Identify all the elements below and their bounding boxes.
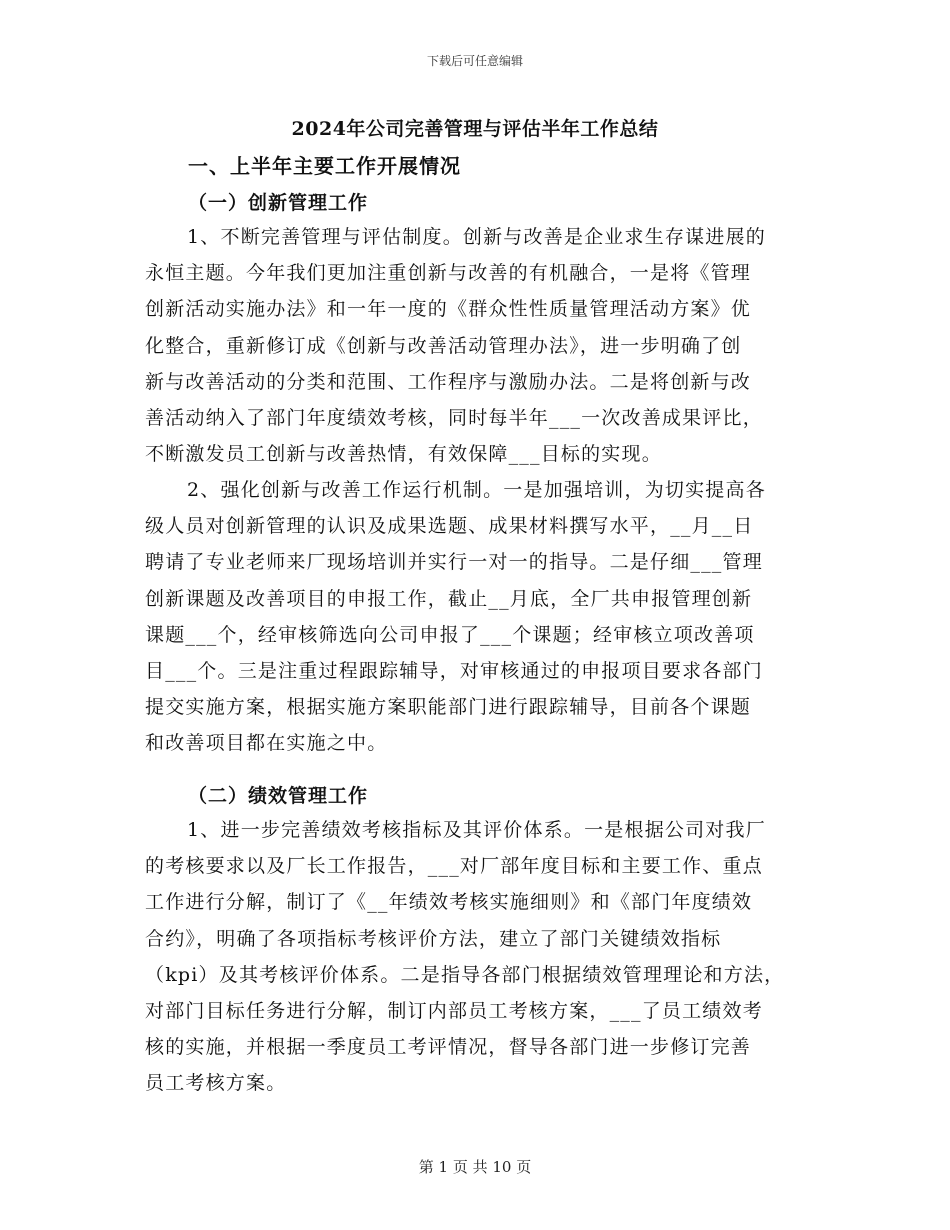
subsection-heading-innovation: （一）创新管理工作 — [188, 192, 369, 214]
text-line: 提交实施方案，根据实施方案职能部门进行跟踪辅导，目前各个课题 — [145, 696, 752, 719]
text-line: 和改善项目都在实施之中。 — [145, 732, 388, 755]
paragraph-innovation-2 — [145, 472, 813, 762]
text-line: 员工考核方案。 — [145, 1072, 287, 1095]
paragraph-innovation-1 — [145, 219, 813, 472]
text-line: 创新活动实施办法》和一年一度的《群众性性质量管理活动方案》优 — [145, 298, 752, 321]
text-line: 工作进行分解，制订了《__年绩效考核实施细则》和《部门年度绩效 — [145, 891, 753, 914]
text-line: 聘请了专业老师来厂现场培训并实行一对一的指导。二是仔细___管理 — [145, 551, 763, 574]
page-header: 下载后可任意编辑 — [426, 54, 523, 68]
text-line: 不断激发员工创新与改善热情，有效保障___目标的实现。 — [145, 443, 662, 466]
text-line: （kpi）及其考核评价体系。二是指导各部门根据绩效管理理论和方法， — [145, 963, 785, 986]
text-line: 合约》，明确了各项指标考核评价方法，建立了部门关键绩效指标 — [145, 927, 722, 950]
text-line: 对部门目标任务进行分解，制订内部员工考核方案，___了员工绩效考 — [145, 1000, 763, 1023]
text-line: 新与改善活动的分类和范围、工作程序与激励办法。二是将创新与改 — [145, 370, 752, 393]
text-line: 永恒主题。今年我们更加注重创新与改善的有机融合，一是将《管理 — [145, 262, 752, 285]
text-line: 善活动纳入了部门年度绩效考核，同时每半年___一次改善成果评比， — [145, 407, 763, 430]
text-line: 化整合，重新修订成《创新与改善活动管理办法》，进一步明确了创 — [145, 334, 742, 357]
text-line: 的考核要求以及厂长工作报告，___对厂部年度目标和主要工作、重点 — [145, 855, 763, 878]
text-line: 创新课题及改善项目的申报工作，截止__月底，全厂共申报管理创新 — [145, 587, 753, 610]
text-line: 目___个。三是注重过程跟踪辅导，对审核通过的申报项目要求各部门 — [145, 660, 763, 683]
text-line: 2、强化创新与改善工作运行机制。一是加强培训，为切实提高各 — [187, 479, 766, 501]
text-line: 级人员对创新管理的认识及成果选题、成果材料撰写水平，__月__日 — [145, 515, 754, 538]
text-line: 1、进一步完善绩效考核指标及其评价体系。一是根据公司对我厂 — [187, 819, 766, 841]
section-heading: 一、上半年主要工作开展情况 — [188, 154, 461, 178]
subsection-heading-performance: （二）绩效管理工作 — [188, 785, 369, 807]
text-line: 1、不断完善管理与评估制度。创新与改善是企业求生存谋进展的 — [187, 226, 766, 248]
page-footer: 第 1 页 共 10 页 — [418, 1158, 532, 1176]
document-title: 2024年公司完善管理与评估半年工作总结 — [291, 118, 659, 140]
text-line: 核的实施，并根据一季度员工考评情况，督导各部门进一步修订完善 — [145, 1036, 752, 1059]
text-line: 课题___个，经审核筛选向公司申报了___个课题；经审核立项改善项 — [145, 623, 755, 646]
paragraph-performance-1 — [145, 812, 813, 1102]
